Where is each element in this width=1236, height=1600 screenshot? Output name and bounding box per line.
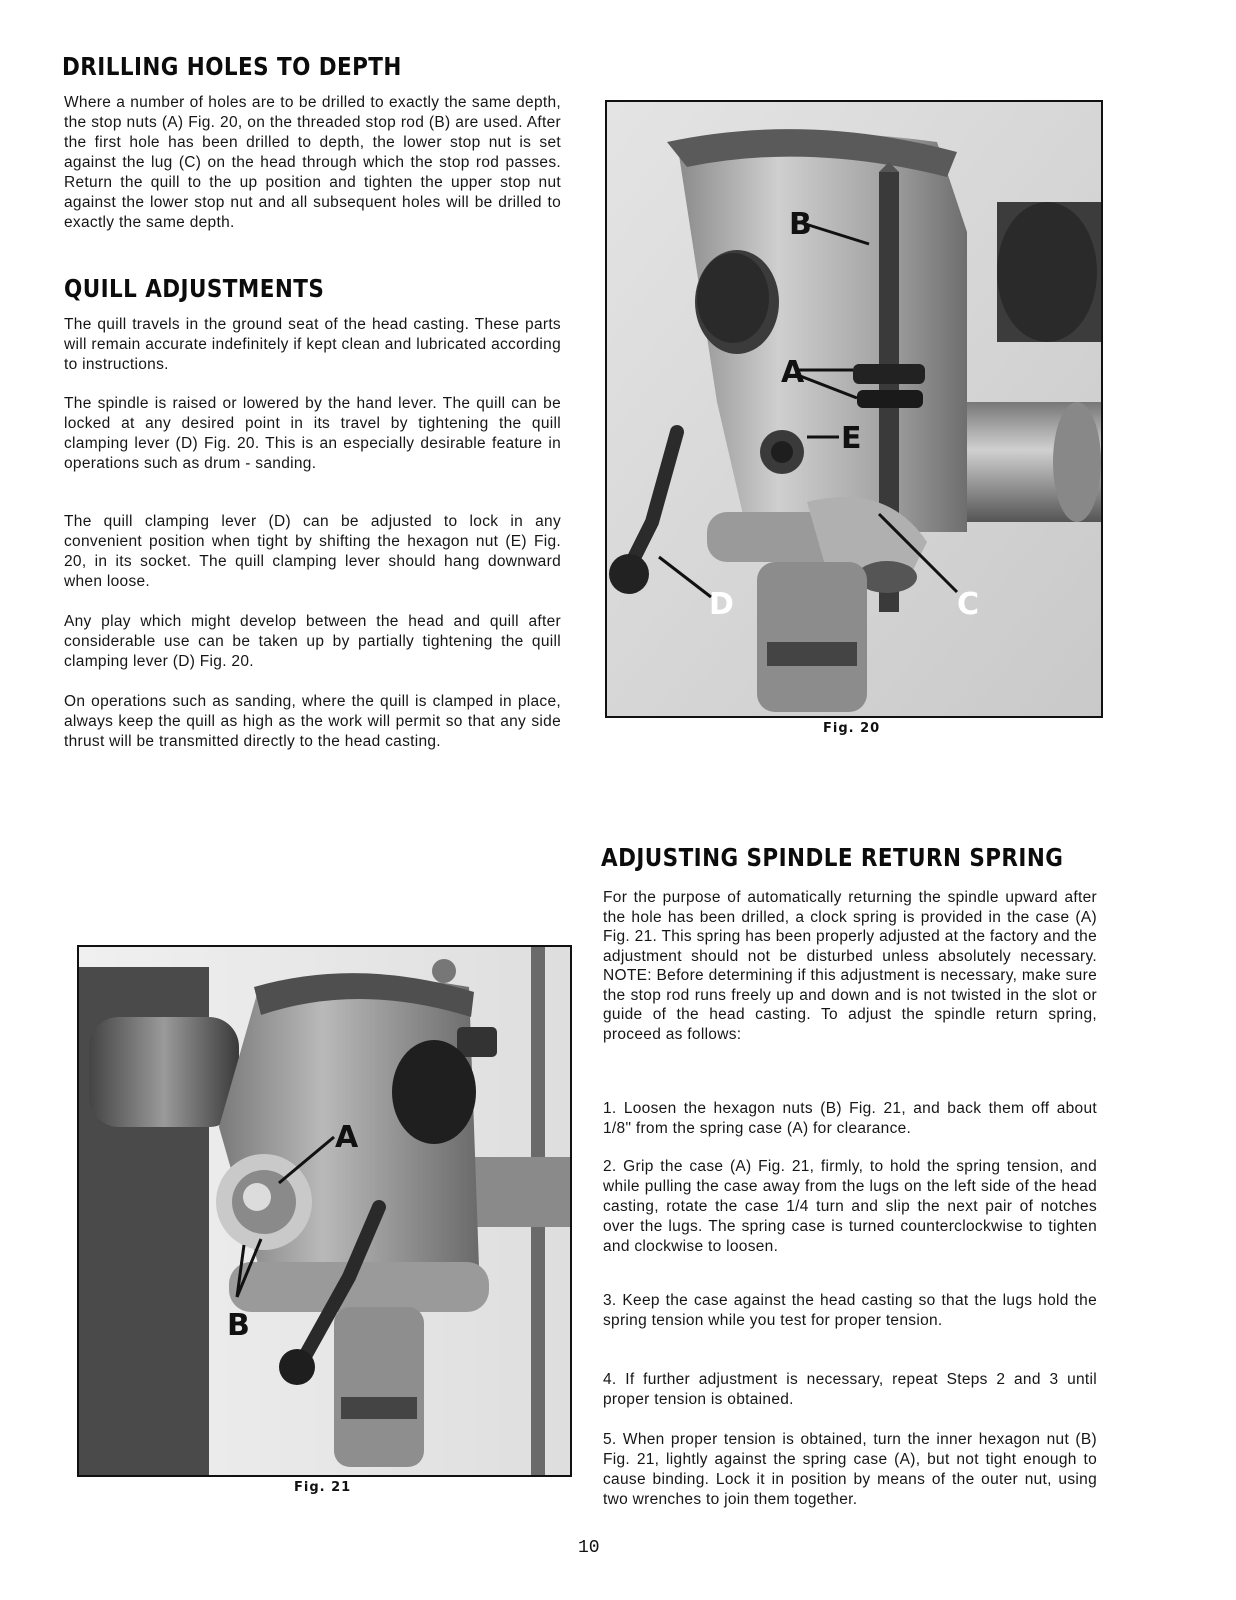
figure-20-photo xyxy=(605,100,1103,718)
quill-paragraph-4: Any play which might develop between the head and quill after considerable use can be taken up by partially tightening the quill clamping lever (D) Fig. 20. xyxy=(64,613,561,670)
page-number: 10 xyxy=(578,1538,600,1558)
figure-21-photo xyxy=(77,945,572,1477)
spring-step-5: 5. When proper tension is obtained, turn the inner hexagon nut (B) Fig. 21, lightly against the spring case (A), but not tight enough to cause binding. Lock it in position by means of the outer nut, using two wrenches to join them together. xyxy=(603,1431,1097,1508)
heading-quill-adjustments: QUILL ADJUSTMENTS xyxy=(64,274,325,303)
quill-paragraph-1: The quill travels in the ground seat of the head casting. These parts will remain accurate indefinitely if kept clean and lubricated according to instructions. xyxy=(64,316,561,373)
figure-20-caption: Fig. 20 xyxy=(823,721,881,736)
heading-adjusting-spindle-return-spring: ADJUSTING SPINDLE RETURN SPRING xyxy=(601,843,1064,872)
fig20-label-c: C xyxy=(957,587,980,622)
fig21-label-a: A xyxy=(335,1120,359,1155)
fig20-label-d: D xyxy=(709,587,734,622)
spring-step-1: 1. Loosen the hexagon nuts (B) Fig. 21, and back them off about 1/8" from the spring case (A) for clearance. xyxy=(603,1100,1097,1137)
figure-21-caption: Fig. 21 xyxy=(294,1480,352,1495)
fig20-label-a: A xyxy=(781,355,805,390)
quill-paragraph-5: On operations such as sanding, where the quill is clamped in place, always keep the quill as high as the work will permit so that any side thrust will be transmitted directly to the head casting. xyxy=(64,693,561,750)
spring-step-3: 3. Keep the case against the head casting so that the lugs hold the spring tension while you test for proper tension. xyxy=(603,1292,1097,1329)
heading-drilling-holes-to-depth: DRILLING HOLES TO DEPTH xyxy=(62,52,402,81)
fig20-label-b: B xyxy=(789,207,812,242)
fig20-label-e: E xyxy=(841,421,862,456)
fig21-label-b: B xyxy=(227,1308,250,1343)
spring-intro-paragraph: For the purpose of automatically returning the spindle upward after the hole has been drilled, a clock spring is provided in the case (A) Fig. 21. This spring has been properly adjusted at the factory and the adjustment should not be disturbed unless absolutely necessary. NOTE: Before determining if this adjustment is necessary, make sure the stop rod runs freely up and down and is not twisted in the slot or guide of the head casting. To adjust the spindle return spring, proceed as follows: xyxy=(603,889,1097,1043)
spring-step-4: 4. If further adjustment is necessary, repeat Steps 2 and 3 until proper tension is obtained. xyxy=(603,1371,1097,1408)
spring-step-2: 2. Grip the case (A) Fig. 21, firmly, to hold the spring tension, and while pulling the case away from the lugs on the left side of the head casting, rotate the case 1/4 turn and slip the next pair of notches over the lugs. The spring case is turned counterclockwise to tighten and clockwise to loosen. xyxy=(603,1158,1097,1255)
quill-paragraph-2: The spindle is raised or lowered by the hand lever. The quill can be locked at any desired point in its travel by tightening the quill clamping lever (D) Fig. 20. This is an especially desirable feature in operations such as drum - sanding. xyxy=(64,395,561,472)
quill-paragraph-3: The quill clamping lever (D) can be adjusted to lock in any convenient position when tight by shifting the hexagon nut (E) Fig. 20, in its socket. The quill clamping lever should hang downward when loose. xyxy=(64,513,561,590)
drilling-paragraph: Where a number of holes are to be drilled to exactly the same depth, the stop nuts (A) Fig. 20, on the threaded stop rod (B) are used. After the first hole has been drilled to depth, the lower stop nut is set against the lug (C) on the head through which the stop rod passes. Return the quill to the up position and tighten the upper stop nut against the lower stop nut and all subsequent holes will be drilled to exactly the same depth. xyxy=(64,94,561,231)
